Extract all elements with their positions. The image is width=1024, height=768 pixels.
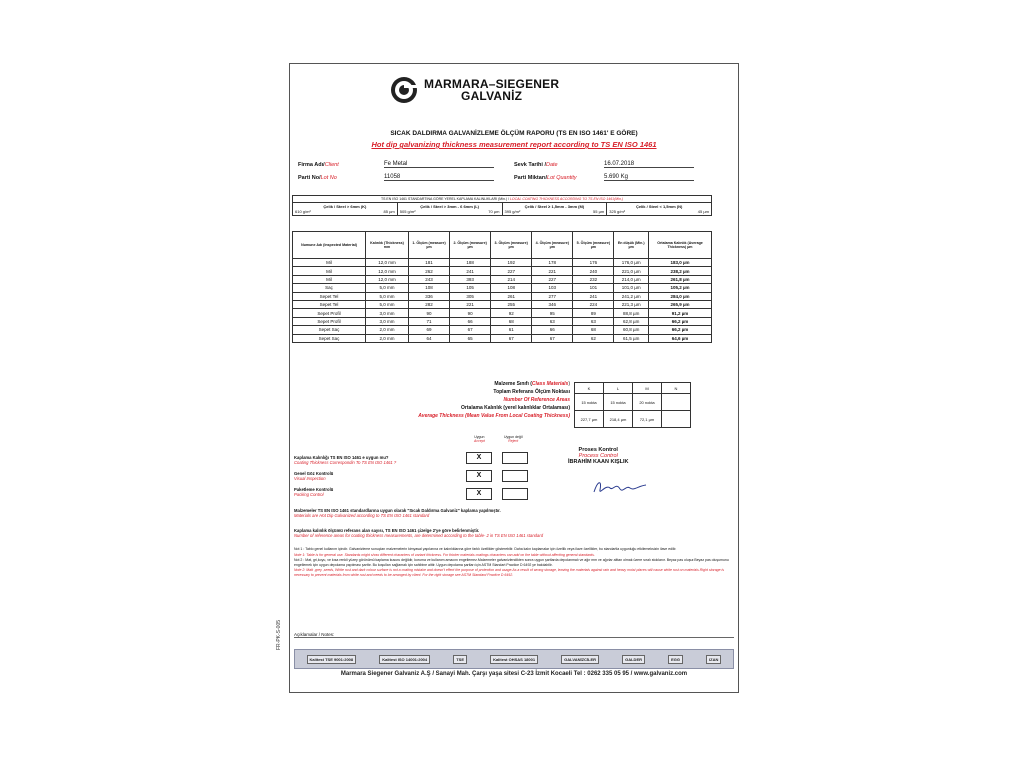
standard-col-k: Çelik / Steel > 6mm (K) 610 g/m² 85 µm	[293, 203, 398, 215]
company-logo	[390, 76, 559, 104]
report-title-en: Hot dip galvanizing thickness measurement report according to TS EN ISO 1461	[371, 140, 657, 149]
note-2-en: Note 2: Matt ,grey ,seeds, White rust and dark colour surface is not a coating mistake and doesn't effect the purpose of protection and usage.As a result of wrong storage, leaving the materials against rain and heavy moist places will cause white rust on materials.Right storage is necessary to prevent materials from white rust and needs to be arranged by client. For the right storage see ASTM Standard Practice D 6492.	[294, 568, 725, 577]
table-cell: 3,0 mm	[366, 317, 409, 325]
table-row	[293, 284, 712, 292]
summary-cell: 218,4 µm	[604, 411, 633, 428]
summary-cell: L	[604, 383, 633, 394]
table-cell: 240	[573, 267, 614, 275]
table-cell: 181	[409, 259, 450, 267]
table-cell: 262	[409, 267, 450, 275]
summary-cell: K	[575, 383, 604, 394]
class-label: Malzeme Sınıfı (	[494, 381, 532, 387]
note-2: Not 2 : Mat, gri,koyu, ve kısa renkli yüzey görünümü kaplama kusuru değildir, koruma ve kullanım amacını engellemez.Malzemeler galvanizlendikten sonra uygun şartlarda depolanmalı ve ağır mm ve ağırlar alttan olmak üzere sıralı stoklanır. Beyaz pas oluşur.Beyaz pas oluşumunu engellemek için uygun depolama yapılması şarttır. Bu koşulları sağlamak için sahibine aittir. Uygun depolama şartları için ASTM Standart Practice D 6492 ye bakılabilir.	[294, 558, 729, 567]
table-cell: 188	[450, 259, 491, 267]
table-cell: Saç	[293, 284, 366, 292]
table-row	[293, 292, 712, 300]
check-packing-accept[interactable]: X	[466, 488, 492, 500]
table-cell: 65	[450, 334, 491, 342]
summary-class-row	[575, 383, 691, 394]
logo-mark-icon	[390, 76, 418, 104]
report-title: SICAK DALDIRMA GALVANİZLEME ÖLÇÜM RAPORU (TS EN ISO 1461' E GÖRE)	[390, 130, 638, 137]
table-cell: 2,0 mm	[366, 334, 409, 342]
table-row	[293, 334, 712, 342]
table-cell: 62,8 µm	[614, 317, 649, 325]
table-cell: 5,0 mm	[366, 300, 409, 308]
cert-badge: Kalitest TSE 9001:2008	[307, 655, 357, 664]
header-material: Numune Adı (Inspected Material)	[293, 232, 366, 259]
reject-header: Uygun değil Reject	[504, 435, 523, 443]
table-row	[293, 326, 712, 334]
table-cell: Sepet Profil	[293, 309, 366, 317]
cert-badge: Kalitest OHSAS 18001	[490, 655, 538, 664]
header-m1: 1. Ölçüm (measure) µm	[409, 232, 450, 259]
table-cell: 241,2 µm	[614, 292, 649, 300]
note-1-en: Note 1: Table is for general use. Standards might show different characters of variant thickness. For thicker materials coatings characters can add on the table without affecting general standards.	[294, 552, 595, 557]
logo-line1: MARMARA–SIEGENER	[424, 77, 560, 91]
header-m2: 2. Ölçüm (measure) µm	[450, 232, 491, 259]
table-cell: 3,0 mm	[366, 309, 409, 317]
table-cell: 227	[532, 275, 573, 283]
table-cell: 105	[450, 284, 491, 292]
summary-cell: N	[662, 383, 691, 394]
check-packing-label: Paketleme Kontrolü Packing Control	[294, 487, 334, 497]
table-cell: 61,5 µm	[614, 334, 649, 342]
table-cell: 5,0 mm	[366, 292, 409, 300]
table-cell: 241	[573, 292, 614, 300]
certification-strip	[294, 649, 734, 669]
table-cell: 261	[491, 292, 532, 300]
table-cell: Mil	[293, 259, 366, 267]
table-cell: 176,0 µm	[614, 259, 649, 267]
table-cell: 64,6 µm	[649, 334, 712, 342]
table-cell: Sepet Tel	[293, 292, 366, 300]
table-cell: 221,0 µm	[614, 267, 649, 275]
table-cell: 221,3 µm	[614, 300, 649, 308]
process-control	[568, 447, 629, 465]
table-cell: 62	[573, 334, 614, 342]
table-cell: 221	[532, 267, 573, 275]
table-cell: 261,8 µm	[649, 275, 712, 283]
table-cell: 67	[532, 334, 573, 342]
table-cell: 103	[532, 284, 573, 292]
table-cell: 238,2 µm	[649, 267, 712, 275]
accept-header: Uygun Accept	[474, 435, 485, 443]
client-label: Firma Adı/Client	[298, 162, 339, 168]
standard-heading: TS EN ISO 1461 STANDARTINA GÖRE YEREL KAPLAMA KALINLIKLARI (Min.) / LOCAL COATING THICKNESS ACCORDING TO TS EN ISO 1461(Min.)	[293, 196, 711, 203]
table-cell: 66	[450, 317, 491, 325]
ship-date-label: Sevk Tarihi /Date	[514, 162, 558, 168]
process-title: Proses Kontrol	[578, 447, 618, 453]
process-name: İBRAHİM KAAN KIŞLIK	[568, 459, 629, 465]
summary-cell	[662, 394, 691, 411]
table-cell: 178	[532, 259, 573, 267]
summary-avg-row	[575, 411, 691, 428]
table-cell: 12,0 mm	[366, 267, 409, 275]
cert-badge: GALVANİZCİLER	[561, 655, 599, 664]
table-cell: 176	[573, 259, 614, 267]
standard-col-n: Çelik / Steel < 1,5mm (N) 325 g/m² 45 µm	[609, 204, 709, 214]
table-cell: 214	[491, 275, 532, 283]
table-cell: 282	[409, 300, 450, 308]
note-1: Not 1 : Tablo genel kullanım içindir. Galvanizleme sonuçları malzemelerin kimyasal yapılarına ve kalınlıklarına göre farklı özellikler gösterebilir. Daha kalın kaplamalar için özellik veya ilave özellikler, bu standartla uygunluğu etkilemeksizin ilave edilir.	[294, 547, 677, 551]
table-cell: 183,0 µm	[649, 259, 712, 267]
summary-cell: 227,7 µm	[575, 411, 604, 428]
table-cell: 305	[450, 292, 491, 300]
table-cell: 12,0 mm	[366, 259, 409, 267]
table-cell: 2,0 mm	[366, 326, 409, 334]
table-cell: 108	[491, 284, 532, 292]
table-cell: 88,8 µm	[614, 309, 649, 317]
table-cell: Sepet Saç	[293, 326, 366, 334]
summary-labels: Malzeme Sınıfı (Class Materials) Toplam Referans Ölçüm Noktası Number Of Reference Areas Ortalama Kalınlık (yerel kalınlıklar Ortalaması) Average Thickness (Mean Value From Local Coating Thickness)	[418, 381, 570, 419]
client-value: Fe Metal	[384, 161, 494, 168]
summary-ref-row	[575, 394, 691, 411]
table-cell: 71	[409, 317, 450, 325]
table-cell: Mil	[293, 267, 366, 275]
table-cell: Mil	[293, 275, 366, 283]
cert-badge: Kalitest ISO 14001:2004	[379, 655, 430, 664]
check-visual-label: Genel Göz Kontrolü Visual Inspection	[294, 471, 334, 481]
table-row	[293, 317, 712, 325]
check-visual-reject[interactable]	[502, 470, 528, 482]
ship-date-value: 16.07.2018	[604, 161, 694, 168]
report-sheet	[289, 63, 739, 693]
qty-value: 5.690 Kg	[604, 174, 694, 181]
ref-label: Toplam Referans Ölçüm Noktası	[493, 389, 570, 395]
table-cell: 108	[409, 284, 450, 292]
table-cell: 393	[450, 275, 491, 283]
table-cell: 63	[573, 317, 614, 325]
company-address: Marmara Siegener Galvaniz A.Ş / Sanayi Mah. Çarşı yaşa sitesi C-23 İzmit Kocaeli Tel : 0262 335 05 95 / www.galvaniz.com	[340, 671, 688, 677]
table-cell: 243	[409, 275, 450, 283]
summary-table	[574, 382, 691, 428]
header-m3: 3. Ölçüm (measure) µm	[491, 232, 532, 259]
table-cell: 90	[450, 309, 491, 317]
lot-value: 11058	[384, 174, 494, 181]
table-cell: 284,0 µm	[649, 292, 712, 300]
summary-cell: M	[633, 383, 662, 394]
table-cell: 66,2 µm	[649, 317, 712, 325]
avg-label: Ortalama Kalınlık (yerel kalınlıklar Ortalaması)	[461, 405, 570, 411]
table-cell: 105,2 µm	[649, 284, 712, 292]
logo-line2: GALVANİZ	[461, 89, 523, 103]
table-cell: Sepet Saç	[293, 334, 366, 342]
table-cell: 67	[450, 326, 491, 334]
cert-badge: GALDER	[622, 655, 645, 664]
header-m5: 5. Ölçüm (measure) µm	[573, 232, 614, 259]
signature-icon	[590, 476, 650, 498]
table-cell: 61	[491, 326, 532, 334]
summary-cell: 20 nokta	[633, 394, 662, 411]
table-cell: 60,8 µm	[614, 326, 649, 334]
table-cell: 66,2 µm	[649, 326, 712, 334]
table-cell: 69	[409, 326, 450, 334]
table-cell: Sepet Profil	[293, 317, 366, 325]
qty-label: Parti Miktarı/Lot Quantity	[514, 175, 577, 181]
table-cell: 336	[409, 292, 450, 300]
table-cell: 67	[491, 334, 532, 342]
table-cell: Sepet Tel	[293, 300, 366, 308]
statement-1: Malzemeler TS EN ISO 1461 standardlarına uygun olarak "Sıcak Daldırma Galvaniz" kaplama yapılmıştır. Materials are Hot Dip Galvanized according to TS EN ISO 1461 standard	[294, 508, 501, 518]
table-cell: 63	[532, 317, 573, 325]
table-cell: 277	[532, 292, 573, 300]
lot-label: Parti No/Lot No	[298, 175, 337, 181]
ref-label-en: Number Of Reference Areas	[503, 397, 570, 403]
table-row	[293, 259, 712, 267]
measurement-table	[292, 231, 712, 343]
notes-block	[294, 547, 734, 579]
table-cell: 64	[409, 334, 450, 342]
summary-cell: 15 nokta	[604, 394, 633, 411]
table-cell: 91,2 µm	[649, 309, 712, 317]
cert-badge: IZAN	[706, 655, 721, 664]
process-title-en: Process Control	[578, 453, 618, 459]
class-label-en: Class Materials	[531, 381, 569, 387]
table-cell: 92	[491, 309, 532, 317]
check-thickness-accept[interactable]: X	[466, 452, 492, 464]
standard-col-l: Çelik / Steel > 3mm - 6 6mm (L) 505 g/m² 70 µm	[398, 203, 503, 215]
table-cell: 227	[491, 267, 532, 275]
table-cell: 90	[409, 309, 450, 317]
table-cell: 255	[491, 300, 532, 308]
table-cell: 265,9 µm	[649, 300, 712, 308]
cert-badge: EGG	[668, 655, 683, 664]
summary-cell	[662, 411, 691, 428]
header-thickness: Kalınlık (Thickness) mm	[366, 232, 409, 259]
table-cell: 221	[450, 300, 491, 308]
table-cell: 214,0 µm	[614, 275, 649, 283]
check-thickness-label: Kaplama Kalınlığı TS EN ISO 1461 e uygun mu? Coating Thickness Correspondin To TS EN ISO 1461 ?	[294, 455, 397, 465]
header-m4: 4. Ölçüm (measure) µm	[532, 232, 573, 259]
check-thickness-reject[interactable]	[502, 452, 528, 464]
summary-cell: 15 nokta	[575, 394, 604, 411]
table-cell: 224	[573, 300, 614, 308]
check-visual-accept[interactable]: X	[466, 470, 492, 482]
table-cell: 101	[573, 284, 614, 292]
table-row	[293, 275, 712, 283]
table-cell: 346	[532, 300, 573, 308]
table-cell: 68	[573, 326, 614, 334]
table-cell: 66	[532, 326, 573, 334]
table-row	[293, 267, 712, 275]
table-row	[293, 300, 712, 308]
table-cell: 12,0 mm	[366, 275, 409, 283]
table-cell: 241	[450, 267, 491, 275]
standard-row	[293, 203, 711, 215]
standard-box	[292, 195, 712, 216]
avg-label-en: Average Thickness (Mean Value From Local Coating Thickness)	[418, 413, 570, 419]
table-cell: 5,0 mm	[366, 284, 409, 292]
table-cell: 101,0 µm	[614, 284, 649, 292]
table-cell: 192	[491, 259, 532, 267]
header-average: Ortalama Kalınlık (Average Thickness) µm	[649, 232, 712, 259]
header-min: En düşük (Min.) µm	[614, 232, 649, 259]
remarks-line: Açıklamalar / Notes:	[294, 632, 734, 638]
standard-col-m: Çelik / Steel ≥ 1,5mm - 3mm (M) 395 g/m² 55 µm	[503, 203, 608, 215]
summary-cell: 72,1 µm	[633, 411, 662, 428]
table-header-row	[293, 232, 712, 259]
statement-2: Kaplama kalınlık ölçümü referans alan sayısı, TS EN ISO 1461 çizelge 2'ye göre belirlenmiştir. Number of reference areas for coating thickness measurements, are determined according to the table- 2 in TS EN ISO 1461 standard	[294, 528, 544, 538]
table-cell: 68	[491, 317, 532, 325]
cert-badge: TSE	[453, 655, 467, 664]
form-code: FR-PK-S-005	[276, 619, 282, 650]
table-cell: 232	[573, 275, 614, 283]
table-cell: 89	[573, 309, 614, 317]
table-row	[293, 309, 712, 317]
check-packing-reject[interactable]	[502, 488, 528, 500]
table-cell: 95	[532, 309, 573, 317]
